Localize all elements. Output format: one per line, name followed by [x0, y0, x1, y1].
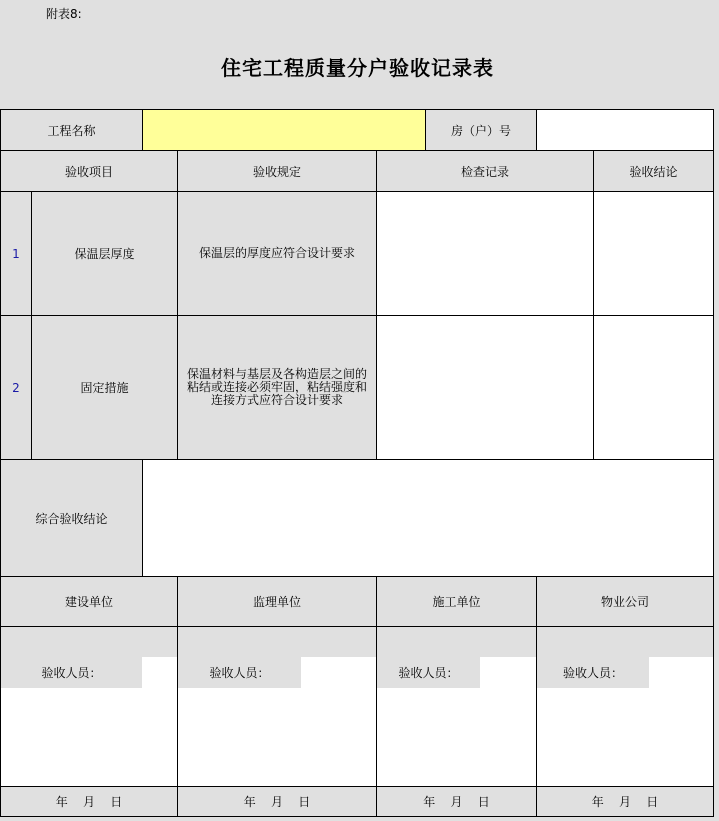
row-item: 保温层厚度 [31, 191, 178, 316]
room-number-field[interactable] [536, 109, 714, 151]
overall-conclusion-label: 综合验收结论 [0, 459, 143, 577]
row-conclusion-field[interactable] [593, 191, 714, 316]
signature-shade [377, 627, 536, 657]
row-index: 2 [0, 315, 32, 460]
column-header-record: 检查记录 [376, 150, 594, 192]
signature-shade [1, 627, 177, 657]
unit-header: 监理单位 [177, 576, 377, 627]
project-name-field[interactable] [142, 109, 426, 151]
inspector-label: 验收人员： [377, 657, 480, 688]
date-label: 年 月 日 [536, 786, 714, 817]
date-label: 年 月 日 [376, 786, 537, 817]
row-index: 1 [0, 191, 32, 316]
signature-shade [537, 627, 713, 657]
date-label: 年 月 日 [0, 786, 178, 817]
signature-shade [178, 627, 376, 657]
room-number-label: 房（户）号 [425, 109, 537, 151]
column-header-conclusion: 验收结论 [593, 150, 714, 192]
row-record-field[interactable] [376, 315, 594, 460]
project-name-label: 工程名称 [0, 109, 143, 151]
unit-header: 施工单位 [376, 576, 537, 627]
inspector-label: 验收人员： [537, 657, 649, 688]
row-rule: 保温层的厚度应符合设计要求 [177, 191, 377, 316]
row-record-field[interactable] [376, 191, 594, 316]
date-label: 年 月 日 [177, 786, 377, 817]
row-item: 固定措施 [31, 315, 178, 460]
row-rule: 保温材料与基层及各构造层之间的粘结或连接必须牢固，粘结强度和连接方式应符合设计要求 [177, 315, 377, 460]
column-header-rule: 验收规定 [177, 150, 377, 192]
unit-header: 建设单位 [0, 576, 178, 627]
overall-conclusion-field[interactable] [142, 459, 714, 577]
unit-header: 物业公司 [536, 576, 714, 627]
column-header-item: 验收项目 [0, 150, 178, 192]
appendix-label: 附表8: [46, 6, 82, 21]
page-title: 住宅工程质量分户验收记录表 [221, 55, 494, 80]
row-conclusion-field[interactable] [593, 315, 714, 460]
inspector-label: 验收人员： [178, 657, 301, 688]
inspector-label: 验收人员： [1, 657, 142, 688]
